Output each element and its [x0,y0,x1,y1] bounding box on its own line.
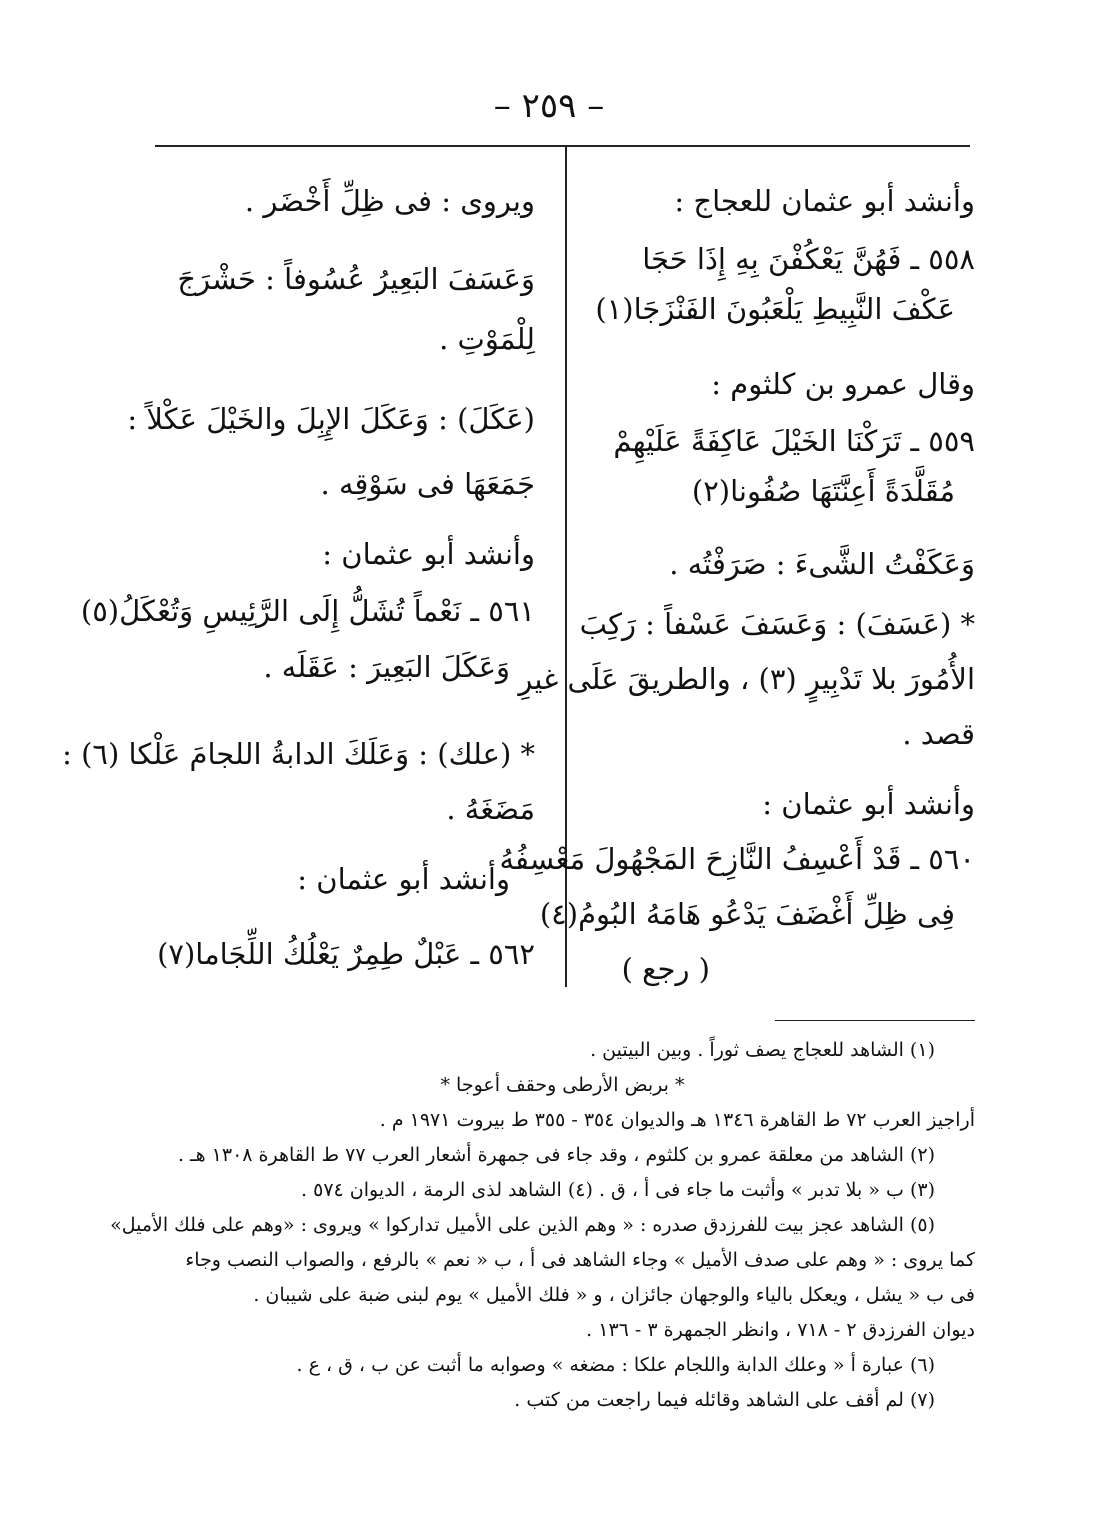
return-marker: ( رجع ) [621,952,710,986]
text-line: مَضَغَهُ . [446,792,535,826]
verse-line: ٥٦١ ـ نَعْماً تُشَلُّ إِلَى الرَّئِيسِ وَتُعْكَلُ(٥) [80,594,535,628]
page-number: – ٢٥٩ – [493,86,605,126]
text-line: وأنشد أبو عثمان : [762,787,975,821]
footnote-6: (٦) عبارة أ « وعلك الدابة واللجام علكا : مضغه » وصوابه ما أثبت عن ب ، ق ، ع . [296,1354,935,1376]
verse-line: فِى ظِلِّ أَغْضَفَ يَدْعُو هَامَهُ البُومُ(٤) [539,897,955,931]
verse-line: مُقَلَّدَةً أَعِنَّتَهَا صُفُونا(٢) [691,474,955,508]
entry-heading: * (عَسَفَ) : وَعَسَفَ عَسْفاً : رَكِبَ [579,607,975,641]
entry-heading: (عَكَلَ) : وَعَكَلَ الإِبِلَ والخَيْلَ عَكْلاً : [127,402,535,436]
footnote-1: (١) الشاهد للعجاج يصف ثوراً . وبين البيتين . [590,1039,935,1061]
text-line: قصد . [902,717,975,751]
text-line: لِلْمَوْتِ . [439,322,535,356]
verse-line: ٥٦٠ ـ قَدْ أَعْسِفُ النَّازِحَ المَجْهُولَ مَعْسِفُهُ [499,842,975,876]
text-line: الأُمُورَ بلا تَدْبِيرٍ (٣) ، والطريقَ عَلَى غيرِ [518,662,975,696]
footnote-5-cont: ديوان الفرزدق ٢ - ٧١٨ ، وانظر الجمهرة ٣ - ١٣٦ . [586,1319,975,1341]
text-line: وَعَكَلَ البَعِيرَ : عَقَلَه . [263,650,510,684]
text-line: وَعَكَفْتُ الشَّىءَ : صَرَفْتُه . [669,547,975,581]
footnote-5-cont: كما يروى : « وهم على صدف الأميل » وجاء الشاهد فى أ ، ب « نعم » بالرفع ، والصواب النصب وجاء [185,1249,975,1271]
header-rule [155,145,970,147]
entry-heading: * (علك) : وَعَلَكَ الدابةُ اللجامَ عَلْكا (٦) : [62,737,535,771]
footnote-7: (٧) لم أقف على الشاهد وقائله فيما راجعت من كتب . [514,1389,935,1411]
footnote-2: (٢) الشاهد من معلقة عمرو بن كلثوم ، وقد جاء فى جمهرة أشعار العرب ٧٧ ط القاهرة ١٣٠٨ هـ . [177,1144,935,1166]
footnote-5: (٥) الشاهد عجز بيت للفرزدق صدره : « وهم الذين على الأميل تداركوا » ويروى : «وهم على فلك الأميل» [110,1214,935,1236]
text-line: وأنشد أبو عثمان : [322,537,535,571]
footnote-1-cont: أراجيز العرب ٧٢ ط القاهرة ١٣٤٦ هـ والديوان ٣٥٤ - ٣٥٥ ط بيروت ١٩٧١ م . [379,1109,975,1131]
text-line: وأنشد أبو عثمان للعجاج : [674,184,975,218]
text-line: وَعَسَفَ البَعِيرُ عُسُوفاً : حَشْرَجَ [177,262,535,296]
footnote-rule [775,1020,975,1021]
verse-line: عَكْفَ النَّبِيطِ يَلْعَبُونَ الفَنْزَجَا(١) [595,292,955,326]
verse-line: ٥٥٨ ـ فَهُنَّ يَعْكُفْنَ بِهِ إِذَا حَجَا [642,242,975,276]
text-line: وقال عمرو بن كلثوم : [711,367,975,401]
footnote-3-4: (٣) ب « بلا تدبر » وأثبت ما جاء فى أ ، ق . (٤) الشاهد لذى الرمة ، الديوان ٥٧٤ . [301,1179,935,1201]
text-line: جَمَعَهَا فى سَوْقِه . [320,467,535,501]
text-line: وأنشد أبو عثمان : [297,862,510,896]
footnote-verse: * بربض الأرطى وحقف أعوجا * [440,1074,685,1096]
text-line: ويروى : فى ظِلِّ أَخْضَر . [244,184,535,218]
footnote-5-cont: فى ب « يشل ، ويعكل بالياء والوجهان جائزان ، و « فلك الأميل » يوم لبنى ضبة على شيبان . [253,1284,975,1306]
verse-line: ٥٥٩ ـ تَرَكْنَا الخَيْلَ عَاكِفَةً عَلَيْهِمْ [613,424,975,458]
verse-line: ٥٦٢ ـ عَبْلٌ طِمِرٌ يَعْلُكُ اللِّجَاما(٧) [157,937,535,971]
